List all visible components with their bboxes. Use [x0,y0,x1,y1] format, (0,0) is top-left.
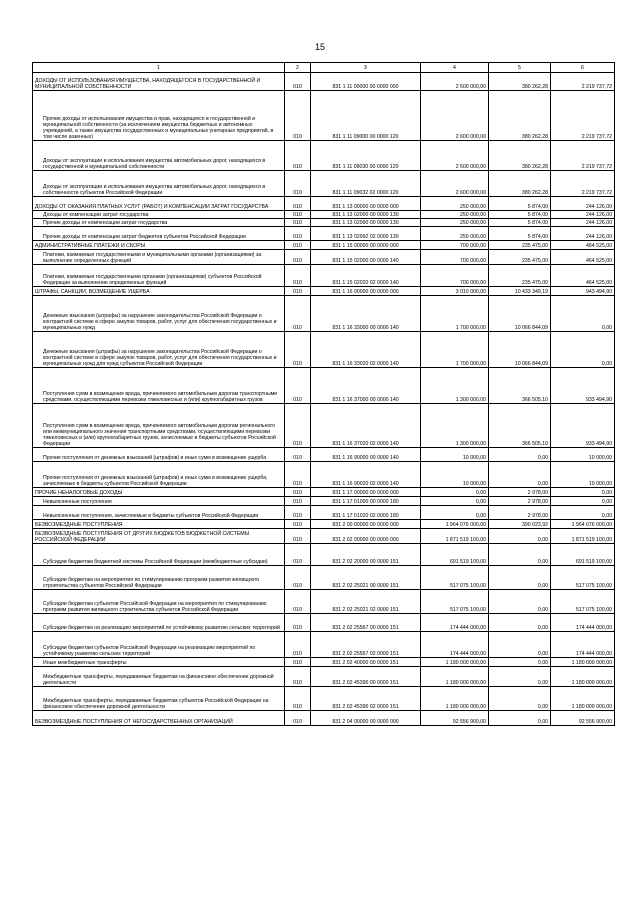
row-line-code-cell: 010 [285,614,311,632]
row-budget-code-cell: 831 2 00 00000 00 0000 000 [311,520,421,529]
row-name-cell: Субсидии бюджетам на реализацию мероприятий по устойчивому развитию сельских территорий [33,614,285,632]
row-line-code-cell: 010 [285,711,311,726]
row-line-code-cell: 010 [285,91,311,141]
row-unexecuted-cell: 174 444 000,00 [551,614,615,632]
row-executed-cell: 235 475,00 [489,241,551,250]
table-row [33,404,615,448]
row-name-cell: Межбюджетные трансферты, передаваемые бюджетам на финансовое обеспечение дорожной деятельности [33,667,285,687]
row-line-code-cell: 010 [285,265,311,287]
row-approved-cell: 2 600 000,00 [421,141,489,171]
row-approved-cell: 174 444 000,00 [421,614,489,632]
table-row [33,241,615,250]
row-approved-cell: 1 700 000,00 [421,332,489,368]
row-line-code-cell: 010 [285,632,311,658]
row-budget-code-cell: 831 2 02 40000 00 0000 151 [311,658,421,667]
row-name-cell: Денежные взыскания (штрафы) за нарушение законодательства Российской Федерации о контрактной системе в сфере закупок товаров, работ, услуг для обеспечения государственных и муниципальных нужд [33,296,285,332]
row-line-code-cell: 010 [285,488,311,497]
row-unexecuted-cell: 92 556 900,00 [551,711,615,726]
row-executed-cell: 0,00 [489,566,551,590]
row-name-cell: БЕЗВОЗМЕЗДНЫЕ ПОСТУПЛЕНИЯ ОТ ДРУГИХ БЮДЖЕТОВ БЮДЖЕТНОЙ СИСТЕМЫ РОССИЙСКОЙ ФЕДЕРАЦИИ [33,529,285,544]
row-name-cell: Невыясненные поступления, зачисляемые в бюджеты субъектов Российской Федерации [33,506,285,520]
row-approved-cell: 3 010 000,00 [421,287,489,296]
row-budget-code-cell: 831 1 16 90020 02 0000 140 [311,462,421,488]
row-executed-cell: 5 874,00 [489,211,551,219]
table-row [33,91,615,141]
row-line-code-cell: 010 [285,590,311,614]
header-col-2: 2 [285,63,311,73]
row-unexecuted-cell: 691 519 100,00 [551,544,615,566]
row-budget-code-cell: 831 2 02 25021 00 0000 151 [311,566,421,590]
row-executed-cell: 380 262,28 [489,171,551,197]
row-name-cell: Доходы от компенсации затрат государства [33,211,285,219]
row-unexecuted-cell: 244 126,00 [551,227,615,241]
row-approved-cell: 691 519 100,00 [421,544,489,566]
row-approved-cell: 250 000,00 [421,219,489,227]
row-executed-cell: 2 978,00 [489,506,551,520]
row-line-code-cell: 010 [285,250,311,265]
row-name-cell: Платежи, взимаемые государственными органами (организациями) субъектов Российской Федерации за выполнение определенных функций [33,265,285,287]
row-budget-code-cell: 831 1 17 01020 02 0000 180 [311,506,421,520]
table-row [33,590,615,614]
row-name-cell: Прочие доходы от компенсации затрат государства [33,219,285,227]
row-line-code-cell: 010 [285,566,311,590]
row-unexecuted-cell: 244 126,00 [551,197,615,211]
row-unexecuted-cell: 517 075 100,00 [551,590,615,614]
row-executed-cell: 0,00 [489,614,551,632]
header-col-3: 3 [311,63,421,73]
row-name-cell: Прочие доходы от использования имущества и прав, находящихся в государственной и муниципальной собственности (за исключением имущества бюджетных и автономных учреждений, а также имущества государственных и муниципальных унитарных предприятий, в том числе казенных) [33,91,285,141]
row-name-cell: Невыясненные поступления [33,497,285,506]
row-executed-cell: 235 475,00 [489,265,551,287]
row-executed-cell: 2 978,00 [489,497,551,506]
table-row [33,687,615,711]
table-row [33,497,615,506]
table-row [33,171,615,197]
table-row [33,368,615,404]
table-row [33,211,615,219]
header-col-6: 6 [551,63,615,73]
row-line-code-cell: 010 [285,73,311,91]
row-line-code-cell: 010 [285,667,311,687]
row-name-cell: Денежные взыскания (штрафы) за нарушение законодательства Российской Федерации о контрактной системе в сфере закупок товаров, работ, услуг для обеспечения государственных и муниципальных нужд для нужд субъектов Российской Федерации [33,332,285,368]
row-budget-code-cell: 831 1 11 09032 02 0000 120 [311,171,421,197]
row-executed-cell: 0,00 [489,667,551,687]
row-unexecuted-cell: 10 000,00 [551,448,615,462]
row-unexecuted-cell: 174 444 000,00 [551,632,615,658]
row-executed-cell: 0,00 [489,658,551,667]
row-name-cell: Доходы от эксплуатации и использования имущества автомобильных дорог, находящихся в государственной и муниципальной собственности [33,141,285,171]
row-approved-cell: 2 600 000,00 [421,91,489,141]
row-line-code-cell: 010 [285,658,311,667]
row-executed-cell: 10 066 844,09 [489,332,551,368]
row-approved-cell: 1 700 000,00 [421,296,489,332]
row-name-cell: ДОХОДЫ ОТ ОКАЗАНИЯ ПЛАТНЫХ УСЛУГ (РАБОТ) И КОМПЕНСАЦИИ ЗАТРАТ ГОСУДАРСТВА [33,197,285,211]
row-approved-cell: 1 180 000 000,00 [421,658,489,667]
row-approved-cell: 250 000,00 [421,197,489,211]
table-row [33,658,615,667]
row-name-cell: Платежи, взимаемые государственными и муниципальными органами (организациями) за выполнение определенных функций [33,250,285,265]
row-name-cell: Субсидии бюджетам субъектов Российской Федерации на реализацию мероприятий по устойчивому развитию сельских территорий [33,632,285,658]
row-approved-cell: 1 300 000,00 [421,368,489,404]
row-executed-cell: 0,00 [489,687,551,711]
row-line-code-cell: 010 [285,287,311,296]
row-approved-cell: 10 000,00 [421,448,489,462]
row-unexecuted-cell: 1 964 076 000,00 [551,520,615,529]
table-row [33,632,615,658]
revenue-table [32,62,615,726]
row-budget-code-cell: 831 2 02 45390 02 0000 151 [311,687,421,711]
row-approved-cell: 1 964 076 000,00 [421,520,489,529]
row-unexecuted-cell: 517 075 100,00 [551,566,615,590]
row-unexecuted-cell: 933 494,90 [551,368,615,404]
row-approved-cell: 2 600 000,00 [421,171,489,197]
row-approved-cell: 700 000,00 [421,265,489,287]
header-row [33,63,615,73]
row-executed-cell: 0,00 [489,590,551,614]
row-approved-cell: 0,00 [421,488,489,497]
row-name-cell: АДМИНИСТРАТИВНЫЕ ПЛАТЕЖИ И СБОРЫ [33,241,285,250]
row-budget-code-cell: 831 1 11 09030 00 0000 120 [311,141,421,171]
row-unexecuted-cell: 1 871 519 100,00 [551,529,615,544]
row-unexecuted-cell: 0,00 [551,332,615,368]
row-executed-cell: 380 262,28 [489,73,551,91]
table-row [33,462,615,488]
row-line-code-cell: 010 [285,241,311,250]
row-unexecuted-cell: 464 525,00 [551,265,615,287]
row-name-cell: ПРОЧИЕ НЕНАЛОГОВЫЕ ДОХОДЫ [33,488,285,497]
row-line-code-cell: 010 [285,219,311,227]
table-row [33,520,615,529]
row-approved-cell: 0,00 [421,497,489,506]
row-unexecuted-cell: 0,00 [551,296,615,332]
row-line-code-cell: 010 [285,296,311,332]
row-budget-code-cell: 831 1 11 09000 00 0000 120 [311,91,421,141]
row-line-code-cell: 010 [285,544,311,566]
row-approved-cell: 92 556 900,00 [421,711,489,726]
row-unexecuted-cell: 1 180 000 000,00 [551,667,615,687]
row-budget-code-cell: 831 1 16 90000 00 0000 140 [311,448,421,462]
row-name-cell: Иные межбюджетные трансферты [33,658,285,667]
row-name-cell: Субсидии бюджетам бюджетной системы Российской Федерации (межбюджетные субсидии) [33,544,285,566]
row-executed-cell: 380 262,28 [489,141,551,171]
row-unexecuted-cell: 2 219 737,72 [551,73,615,91]
row-line-code-cell: 010 [285,497,311,506]
row-executed-cell: 5 874,00 [489,227,551,241]
row-executed-cell: 0,00 [489,448,551,462]
row-unexecuted-cell: 1 180 000 000,00 [551,687,615,711]
row-name-cell: БЕЗВОЗМЕЗДНЫЕ ПОСТУПЛЕНИЯ ОТ НЕГОСУДАРСТВЕННЫХ ОРГАНИЗАЦИЙ [33,711,285,726]
table-row [33,227,615,241]
row-name-cell: Поступления сумм в возмещение вреда, причиняемого автомобильным дорогам регионального или межмуниципального значения транспортными средствами, осуществляющими перевозки тяжеловесных и (или) крупногабаритных грузов, зачисляемые в бюджеты субъектов Российской Федерации [33,404,285,448]
row-name-cell: Субсидии бюджетам на мероприятия по стимулированию программ развития жилищного строительства субъектов Российской Федерации [33,566,285,590]
row-executed-cell: 2 978,00 [489,488,551,497]
row-unexecuted-cell: 464 525,00 [551,241,615,250]
row-approved-cell: 0,00 [421,506,489,520]
row-name-cell: БЕЗВОЗМЕЗДНЫЕ ПОСТУПЛЕНИЯ [33,520,285,529]
row-executed-cell: 366 505,10 [489,404,551,448]
row-budget-code-cell: 831 1 13 02992 02 0000 130 [311,227,421,241]
row-line-code-cell: 010 [285,404,311,448]
row-line-code-cell: 010 [285,520,311,529]
row-name-cell: Субсидии бюджетам субъектов Российской Федерации на мероприятия по стимулированию программ развития жилищного строительства субъектов Российской Федерации [33,590,285,614]
row-executed-cell: 0,00 [489,544,551,566]
row-budget-code-cell: 831 2 04 00000 00 0000 000 [311,711,421,726]
header-col-5: 5 [489,63,551,73]
row-line-code-cell: 010 [285,332,311,368]
table-row [33,566,615,590]
table-row [33,711,615,726]
row-approved-cell: 1 871 519 100,00 [421,529,489,544]
header-col-4: 4 [421,63,489,73]
table-row [33,73,615,91]
row-budget-code-cell: 831 1 11 00000 00 0000 000 [311,73,421,91]
row-line-code-cell: 010 [285,506,311,520]
table-row [33,448,615,462]
table-row [33,529,615,544]
row-line-code-cell: 010 [285,462,311,488]
row-line-code-cell: 010 [285,368,311,404]
row-line-code-cell: 010 [285,197,311,211]
row-budget-code-cell: 831 1 16 33020 02 0000 140 [311,332,421,368]
row-budget-code-cell: 831 1 16 37020 02 0000 140 [311,404,421,448]
row-budget-code-cell: 831 1 15 02020 02 0000 140 [311,265,421,287]
row-unexecuted-cell: 0,00 [551,488,615,497]
row-unexecuted-cell: 933 494,90 [551,404,615,448]
row-budget-code-cell: 831 1 17 01000 00 0000 180 [311,497,421,506]
row-executed-cell: 5 874,00 [489,197,551,211]
row-executed-cell: 380 262,28 [489,91,551,141]
row-approved-cell: 517 075 100,00 [421,590,489,614]
row-approved-cell: 700 000,00 [421,241,489,250]
table-row [33,296,615,332]
row-budget-code-cell: 831 1 15 02000 00 0000 140 [311,250,421,265]
table-row [33,506,615,520]
row-budget-code-cell: 831 1 13 00000 00 0000 000 [311,197,421,211]
row-approved-cell: 10 000,00 [421,462,489,488]
row-budget-code-cell: 831 1 16 33000 00 0000 140 [311,296,421,332]
row-unexecuted-cell: 943 494,90 [551,287,615,296]
row-executed-cell: 366 505,10 [489,368,551,404]
row-line-code-cell: 010 [285,687,311,711]
table-row [33,197,615,211]
row-executed-cell: 10 066 844,09 [489,296,551,332]
row-unexecuted-cell: 244 126,00 [551,211,615,219]
row-line-code-cell: 010 [285,141,311,171]
row-unexecuted-cell: 2 219 737,72 [551,91,615,141]
row-line-code-cell: 010 [285,211,311,219]
table-row [33,287,615,296]
row-approved-cell: 1 180 000 000,00 [421,667,489,687]
row-executed-cell: 10 433 349,19 [489,287,551,296]
row-budget-code-cell: 831 1 16 37000 00 0000 140 [311,368,421,404]
row-name-cell: Поступления сумм в возмещение вреда, причиняемого автомобильным дорогам транспортными средствами, осуществляющими перевозки тяжеловесных и (или) крупногабаритных грузов [33,368,285,404]
row-name-cell: Прочие поступления от денежных взысканий (штрафов) и иных сумм в возмещение ущерба, зачисляемые в бюджеты субъектов Российской Федерации [33,462,285,488]
row-line-code-cell: 010 [285,227,311,241]
row-unexecuted-cell: 244 126,00 [551,219,615,227]
row-approved-cell: 1 300 000,00 [421,404,489,448]
row-executed-cell: 0,00 [489,462,551,488]
table-row [33,219,615,227]
row-budget-code-cell: 831 1 13 02990 00 0000 130 [311,219,421,227]
table-row [33,614,615,632]
table-row [33,265,615,287]
row-name-cell: ШТРАФЫ, САНКЦИИ, ВОЗМЕЩЕНИЕ УЩЕРБА [33,287,285,296]
row-approved-cell: 250 000,00 [421,211,489,219]
row-budget-code-cell: 831 2 02 25567 02 0000 151 [311,632,421,658]
table-row [33,332,615,368]
row-line-code-cell: 010 [285,448,311,462]
row-executed-cell: 235 475,00 [489,250,551,265]
row-name-cell: Прочие доходы от компенсации затрат бюджетов субъектов Российской Федерации [33,227,285,241]
row-name-cell: ДОХОДЫ ОТ ИСПОЛЬЗОВАНИЯ ИМУЩЕСТВА, НАХОДЯЩЕГОСЯ В ГОСУДАРСТВЕННОЙ И МУНИЦИПАЛЬНОЙ СОБСТВЕННОСТИ [33,73,285,91]
row-line-code-cell: 010 [285,171,311,197]
row-executed-cell: 0,00 [489,632,551,658]
row-name-cell: Доходы от эксплуатации и использования имущества автомобильных дорог, находящихся в собственности субъектов Российской Федерации [33,171,285,197]
table-row [33,250,615,265]
row-executed-cell: 390 023,92 [489,520,551,529]
row-budget-code-cell: 831 1 17 00000 00 0000 000 [311,488,421,497]
row-approved-cell: 700 000,00 [421,250,489,265]
row-unexecuted-cell: 0,00 [551,497,615,506]
row-unexecuted-cell: 2 219 737,72 [551,171,615,197]
row-line-code-cell: 010 [285,529,311,544]
row-name-cell: Межбюджетные трансферты, передаваемые бюджетам субъектов Российской Федерации на финансовое обеспечение дорожной деятельности [33,687,285,711]
row-approved-cell: 174 444 000,00 [421,632,489,658]
row-unexecuted-cell: 1 180 000 000,00 [551,658,615,667]
row-budget-code-cell: 831 1 16 00000 00 0000 000 [311,287,421,296]
row-executed-cell: 0,00 [489,529,551,544]
row-budget-code-cell: 831 1 15 00000 00 0000 000 [311,241,421,250]
row-unexecuted-cell: 464 525,00 [551,250,615,265]
row-unexecuted-cell: 2 219 737,72 [551,141,615,171]
row-unexecuted-cell: 0,00 [551,506,615,520]
row-approved-cell: 250 000,00 [421,227,489,241]
table-row [33,141,615,171]
row-approved-cell: 2 600 000,00 [421,73,489,91]
table-row [33,488,615,497]
row-executed-cell: 5 874,00 [489,219,551,227]
row-unexecuted-cell: 10 000,00 [551,462,615,488]
row-executed-cell: 0,00 [489,711,551,726]
row-budget-code-cell: 831 2 02 00000 00 0000 000 [311,529,421,544]
row-budget-code-cell: 831 2 02 45390 00 0000 151 [311,667,421,687]
row-approved-cell: 1 180 000 000,00 [421,687,489,711]
table-row [33,667,615,687]
table-row [33,544,615,566]
row-budget-code-cell: 831 2 02 25021 02 0000 151 [311,590,421,614]
page-number: 15 [314,42,325,52]
row-budget-code-cell: 831 1 13 02000 00 0000 130 [311,211,421,219]
row-approved-cell: 517 075 100,00 [421,566,489,590]
row-budget-code-cell: 831 2 02 20000 00 0000 151 [311,544,421,566]
row-name-cell: Прочие поступления от денежных взысканий (штрафов) и иных сумм в возмещение ущерба [33,448,285,462]
header-col-1: 1 [33,63,285,73]
row-budget-code-cell: 831 2 02 25567 00 0000 151 [311,614,421,632]
